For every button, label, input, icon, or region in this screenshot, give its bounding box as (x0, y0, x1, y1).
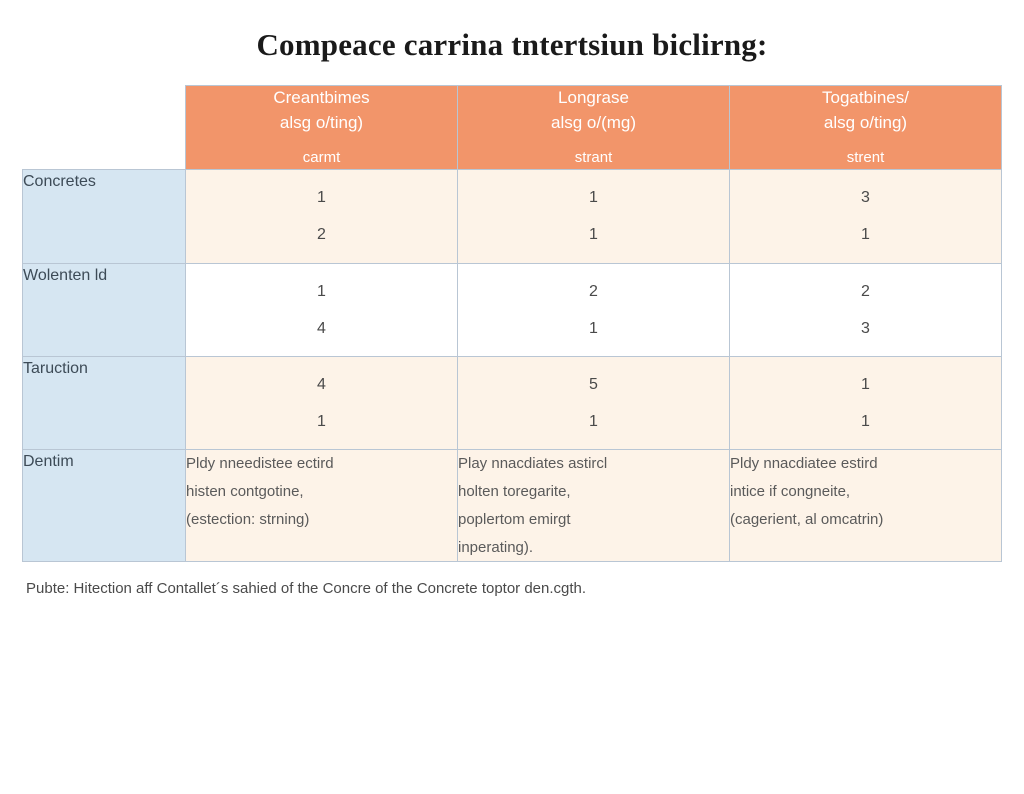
column-header-1 (186, 86, 458, 170)
row-3-cell-1-value-1: 4 (317, 375, 326, 393)
row-2-cell-2-value-2: 1 (589, 319, 598, 337)
notes-cell-1-line-1: Pldy nneedistee ectird (186, 455, 334, 473)
notes-cell-1-line-3: (estection: strning) (186, 510, 310, 528)
page-title: Compeace carrina tntertsiun biclirng: (256, 27, 768, 62)
row-3-cell-1-value-2: 1 (317, 413, 326, 431)
table-row (23, 356, 1002, 449)
row-3-cell-3-value-1: 1 (861, 375, 870, 393)
row-1-cell-1-value-2: 2 (317, 226, 326, 244)
notes-cell-3-line-1: Pldy nnacdiatee estird (730, 455, 878, 473)
column-header-2-sub: alsg o/(mg) (550, 112, 637, 132)
table-row (23, 263, 1002, 356)
notes-cell-2-line-3: poplertom emirgt (458, 510, 571, 528)
column-header-2-main: Longrase (558, 88, 629, 108)
table-corner-cell (23, 86, 186, 170)
notes-cell-3-line-2: intice if congneite, (730, 483, 851, 501)
row-2-cell-1-value-1: 1 (317, 282, 326, 300)
comparison-table (22, 85, 1002, 562)
header-row (23, 86, 1002, 170)
row-2-cell-3-value-2: 3 (861, 319, 870, 337)
row-2-cell-1 (186, 263, 458, 356)
row-3-cell-3 (730, 356, 1002, 449)
row-1-cell-3 (730, 170, 1002, 263)
row-1-cell-2-value-1: 1 (589, 189, 598, 207)
row-2-cell-2 (458, 263, 730, 356)
column-header-2 (458, 86, 730, 170)
row-label-1: Concretes (23, 170, 186, 263)
table-body (23, 170, 1002, 562)
row-1-cell-3-value-1: 3 (861, 189, 870, 207)
row-2-cell-3-value-1: 2 (861, 282, 870, 300)
row-1-cell-2-value-2: 1 (589, 226, 598, 244)
row-3-cell-2 (458, 356, 730, 449)
notes-cell-3-line-3: (cagerient, al omcatrin) (730, 510, 884, 528)
row-label-3: Taruction (23, 356, 186, 449)
column-header-1-main: Creantbimes (273, 88, 370, 108)
table-header (23, 86, 1002, 170)
row-1-cell-2 (458, 170, 730, 263)
row-2-cell-3 (730, 263, 1002, 356)
row-3-cell-2-value-2: 1 (589, 413, 598, 431)
row-1-cell-3-value-2: 1 (861, 226, 870, 244)
table-row-notes (23, 450, 1002, 562)
column-header-3 (730, 86, 1002, 170)
row-1-cell-1 (186, 170, 458, 263)
row-label-2: Wolenten ld (23, 263, 186, 356)
row-3-cell-1 (186, 356, 458, 449)
notes-cell-1 (186, 450, 458, 562)
column-header-3-note: strent (846, 149, 885, 167)
table-row (23, 170, 1002, 263)
row-3-cell-3-value-2: 1 (861, 413, 870, 431)
notes-cell-2-line-1: Play nnacdiates astircl (458, 455, 608, 473)
notes-cell-3 (730, 450, 1002, 562)
row-2-cell-1-value-2: 4 (317, 319, 326, 337)
column-header-3-main: Togatbines/ (822, 88, 909, 108)
column-header-3-sub: alsg o/ting) (823, 112, 908, 132)
row-3-cell-2-value-1: 5 (589, 375, 598, 393)
notes-cell-2-line-2: holten toregarite, (458, 483, 571, 501)
notes-cell-2 (458, 450, 730, 562)
row-2-cell-2-value-1: 2 (589, 282, 598, 300)
row-1-cell-1-value-1: 1 (317, 189, 326, 207)
table-container (22, 85, 1002, 562)
notes-cell-1-line-2: histen contgotine, (186, 483, 304, 501)
column-header-1-note: carmt (302, 149, 341, 167)
column-header-2-note: strant (574, 149, 613, 167)
row-label-4: Dentim (23, 450, 186, 562)
footnote: Pubte: Hitection aff Contallet´s sahied of the Concre of the Concrete toptor den.cgth. (26, 580, 587, 598)
notes-cell-2-line-4: inperating). (458, 538, 534, 556)
column-header-1-sub: alsg o/ting) (279, 112, 364, 132)
document-page (0, 26, 1024, 794)
